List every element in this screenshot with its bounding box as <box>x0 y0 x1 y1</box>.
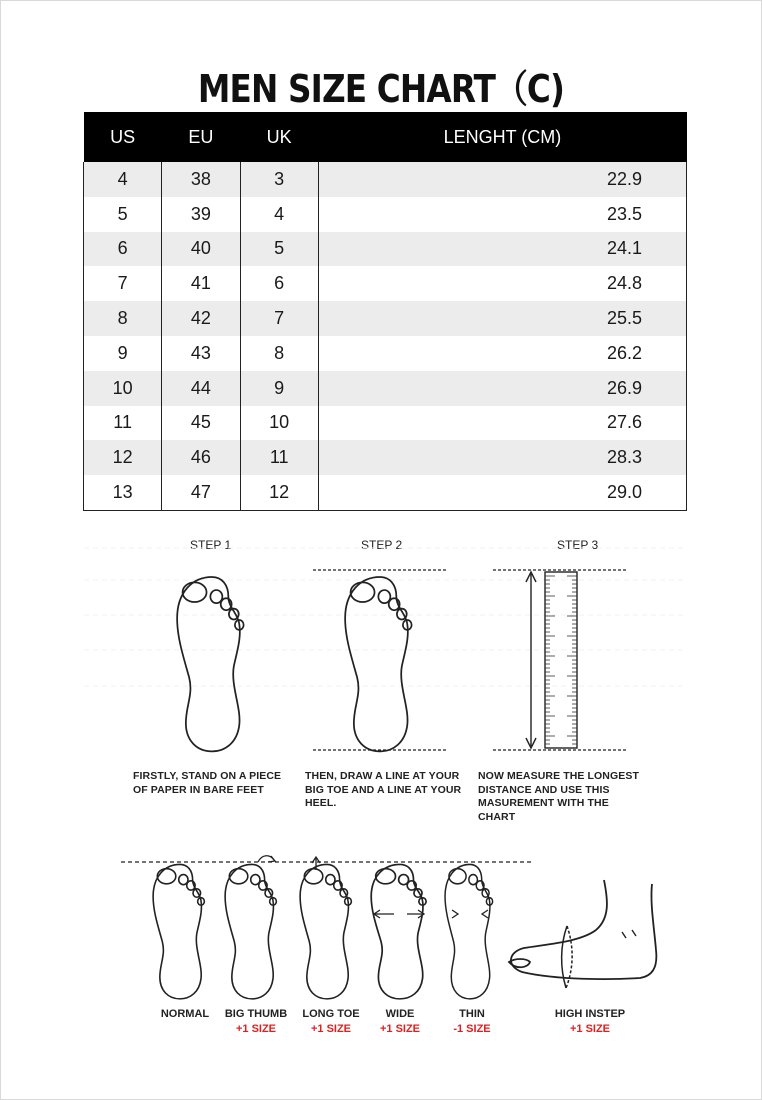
step-3-description <box>478 770 639 824</box>
cell-uk: 8 <box>240 336 318 371</box>
cell-length: 26.9 <box>318 371 686 406</box>
step-1-label: STEP 1 <box>190 538 232 552</box>
cell-length: 26.2 <box>318 336 686 371</box>
cell-uk: 10 <box>240 406 318 441</box>
cell-uk: 12 <box>240 475 318 510</box>
step-3-line: MASUREMENT WITH THE <box>478 797 609 809</box>
cell-length: 24.8 <box>318 266 686 301</box>
foot-step2-icon <box>345 577 411 751</box>
step-1-description <box>133 770 281 797</box>
cell-us: 4 <box>84 162 162 197</box>
foot-modifier: -1 SIZE <box>453 1023 491 1035</box>
cell-uk: 5 <box>240 232 318 267</box>
foot-type-wide: WIDE <box>385 1008 415 1020</box>
cell-us: 11 <box>84 406 162 441</box>
step2-guide-lines <box>313 570 446 750</box>
cell-eu: 45 <box>162 406 240 441</box>
cell-length: 28.3 <box>318 440 686 475</box>
cell-eu: 41 <box>162 266 240 301</box>
cell-uk: 7 <box>240 301 318 336</box>
step-1-line: OF PAPER IN BARE FEET <box>133 783 264 796</box>
cell-eu: 38 <box>162 162 240 197</box>
cell-length: 22.9 <box>318 162 686 197</box>
foot-type-normal: NORMAL <box>160 1008 210 1020</box>
cell-eu: 42 <box>162 301 240 336</box>
foot-modifier: +1 SIZE <box>310 1023 352 1035</box>
step-2-line: THEN, DRAW A LINE AT YOUR <box>305 770 460 782</box>
foot-type-thin: THIN <box>459 1008 485 1020</box>
cell-us: 7 <box>84 266 162 301</box>
cell-uk: 9 <box>240 371 318 406</box>
big-thumb-arrow-icon <box>258 856 275 862</box>
cell-length: 24.1 <box>318 232 686 267</box>
cell-eu: 47 <box>162 475 240 510</box>
step-2-description <box>305 770 461 811</box>
step-3-line: NOW MEASURE THE LONGEST <box>478 770 639 782</box>
foot-high-instep-icon <box>509 880 656 988</box>
page-title: MEN SIZE CHART（C) <box>197 67 565 111</box>
ruler-icon <box>493 570 626 750</box>
header-uk: UK <box>240 112 318 162</box>
cell-uk: 3 <box>240 162 318 197</box>
header-eu: EU <box>162 112 240 162</box>
cell-eu: 43 <box>162 336 240 371</box>
cell-uk: 6 <box>240 266 318 301</box>
foot-big-thumb-icon <box>225 864 276 998</box>
step-2-label: STEP 2 <box>361 538 403 552</box>
foot-modifier: +1 SIZE <box>235 1023 277 1035</box>
foot-step1-icon <box>177 577 243 751</box>
step-3-line: CHART <box>478 810 516 823</box>
cell-length: 25.5 <box>318 301 686 336</box>
cell-us: 6 <box>84 232 162 267</box>
step-3-line: DISTANCE AND USE THIS <box>478 783 610 796</box>
cell-us: 13 <box>84 475 162 510</box>
cell-length: 27.6 <box>318 406 686 441</box>
cell-uk: 4 <box>240 197 318 232</box>
foot-long-toe-icon <box>300 864 351 998</box>
foot-type-big-thumb: BIG THUMB <box>224 1008 288 1020</box>
cell-eu: 46 <box>162 440 240 475</box>
foot-modifier: +1 SIZE <box>379 1023 421 1035</box>
cell-length: 23.5 <box>318 197 686 232</box>
cell-us: 12 <box>84 440 162 475</box>
step-1-line: FIRSTLY, STAND ON A PIECE <box>133 770 282 782</box>
cell-length: 29.0 <box>318 475 686 510</box>
cell-eu: 44 <box>162 371 240 406</box>
foot-wide-icon <box>371 864 426 998</box>
cell-us: 10 <box>84 371 162 406</box>
cell-uk: 11 <box>240 440 318 475</box>
foot-type-high-instep: HIGH INSTEP <box>554 1008 626 1020</box>
step-3-label: STEP 3 <box>557 538 599 552</box>
cell-us: 8 <box>84 301 162 336</box>
cell-us: 5 <box>84 197 162 232</box>
foot-normal-icon <box>153 864 204 998</box>
cell-eu: 39 <box>162 197 240 232</box>
foot-thin-icon <box>445 864 493 998</box>
step-2-line: HEEL. <box>305 797 337 809</box>
cell-eu: 40 <box>162 232 240 267</box>
foot-modifier: +1 SIZE <box>569 1023 611 1035</box>
step-2-line: BIG TOE AND A LINE AT YOUR <box>305 783 462 796</box>
foot-type-long-toe: LONG TOE <box>302 1008 360 1020</box>
header-us: US <box>84 112 162 162</box>
ruler-ticks <box>545 576 577 744</box>
thin-arrows-icon <box>452 910 488 918</box>
cell-us: 9 <box>84 336 162 371</box>
header-length: LENGHT (CM) <box>318 112 686 162</box>
wide-arrows-icon <box>374 910 424 918</box>
